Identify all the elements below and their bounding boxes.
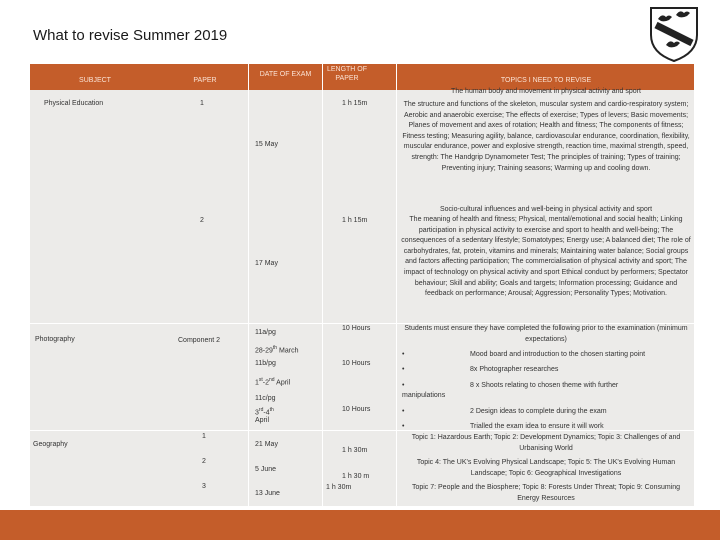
photo-item-3-continuation: manipulations bbox=[402, 392, 446, 399]
header-paper: PAPER bbox=[193, 77, 217, 84]
geo-date-2: 5 June bbox=[255, 466, 277, 473]
school-crest-icon bbox=[648, 5, 700, 63]
pe-length-2: 1 h 15m bbox=[342, 217, 368, 224]
subject-pe: Physical Education bbox=[44, 100, 104, 107]
photo-topics-intro: Students must ensure they have completed the following prior to the examination (minimum expectations) bbox=[404, 325, 688, 343]
photo-length-1: 10 Hours bbox=[342, 325, 371, 332]
subject-geography: Geography bbox=[33, 441, 68, 448]
column-divider bbox=[322, 64, 323, 506]
photo-session-3: 11c/pg bbox=[255, 395, 276, 402]
subject-photography: Photography bbox=[35, 336, 75, 343]
pe-paper-1: 1 bbox=[200, 100, 204, 107]
header-subject: SUBJECT bbox=[79, 77, 111, 84]
photo-session-2: 11b/pg bbox=[255, 360, 276, 367]
photo-session-1-date: 28-29th March bbox=[255, 345, 299, 355]
pe-date-2: 17 May bbox=[255, 260, 278, 267]
photo-length-3: 10 Hours bbox=[342, 406, 371, 413]
header-date: DATE OF EXAM bbox=[259, 71, 312, 78]
header-topics: TOPICS I NEED TO REVISE bbox=[500, 77, 592, 84]
header-length: LENGTH OF PAPER bbox=[326, 66, 368, 82]
photo-session-3-month: April bbox=[255, 417, 270, 424]
pe-topics-heading-1: The human body and movement in physical activity and sport bbox=[451, 88, 641, 95]
geo-topics-3: Topic 7: People and the Biosphere; Topic 8: Forests Under Threat; Topic 9: Consuming Energy Resources bbox=[411, 484, 681, 502]
geo-length-2: 1 h 30 m bbox=[342, 473, 370, 480]
pe-topics-1: The structure and functions of the skeleton, muscular system and cardio-respiratory system; Aerobic and anaerobic exercise; The effects of exercise; Types of levers; Basic movements; Planes of movement and axes of rotation; Health and fitness; The components of fitness; Fitness testing; Measuring agility, balance, cardiovascular endurance, coordination, flexibility, muscular endurance, power and explosive strength, reaction time, maximal strength, speed, strength: The Handgrip Dynamometer Test; The principles of training; Types of training; Preventing injury; Training seasons; Warming up and cooling down. bbox=[402, 101, 690, 172]
geo-length-3: 1 h 30m bbox=[326, 484, 352, 491]
geo-paper-2: 2 bbox=[202, 458, 206, 465]
geo-topics-2: Topic 4: The UK's Evolving Physical Landscape; Topic 5: The UK's Evolving Human Landscape; Topic 6: Geographical Investigations bbox=[416, 459, 676, 477]
geo-topics-1: Topic 1: Hazardous Earth; Topic 2: Development Dynamics; Topic 3: Challenges of and Urbanising World bbox=[411, 434, 681, 452]
geo-paper-1: 1 bbox=[202, 433, 206, 440]
photo-session-3-date: 3rd-4th bbox=[255, 407, 274, 417]
pe-date-1: 15 May bbox=[255, 141, 278, 148]
column-divider bbox=[396, 64, 397, 506]
column-divider bbox=[248, 64, 249, 506]
photo-length-2: 10 Hours bbox=[342, 360, 371, 367]
geo-date-3: 13 June bbox=[255, 490, 280, 497]
pe-length-1: 1 h 15m bbox=[342, 100, 368, 107]
photo-paper: Component 2 bbox=[178, 337, 221, 344]
pe-topics-2: The meaning of health and fitness; Physical, mental/emotional and social health; Linking participation in physical activity to exercise and sport to health and well-being; The consequences of a sedentary lifestyle; Somatotypes; Energy use; A balanced diet; The role of carbohydrates, fat, protein, vitamins and minerals; Maintaining water balance; Social groups and factors affecting participation; The commercialisation of physical activity and sport; The impact of technology on physical activity and sport Ethical conduct by performers; Spectator behaviour; Skill and ability; Goals and targets; Information processing; Guidance and feedback on performance; Arousal; Aggression; Personality Types; Motivation. bbox=[401, 216, 691, 298]
geo-paper-3: 3 bbox=[202, 483, 206, 490]
pe-topics-heading-2: Socio-cultural influences and well-being in physical activity and sport bbox=[439, 206, 653, 213]
geo-date-1: 21 May bbox=[255, 441, 278, 448]
photo-session-2-date: 1st-2nd April bbox=[255, 377, 291, 387]
page-title: What to revise Summer 2019 bbox=[33, 27, 228, 44]
footer-bar bbox=[0, 510, 720, 540]
pe-paper-2: 2 bbox=[200, 217, 204, 224]
photo-session-1: 11a/pg bbox=[255, 329, 276, 336]
geo-length-1: 1 h 30m bbox=[342, 447, 368, 454]
